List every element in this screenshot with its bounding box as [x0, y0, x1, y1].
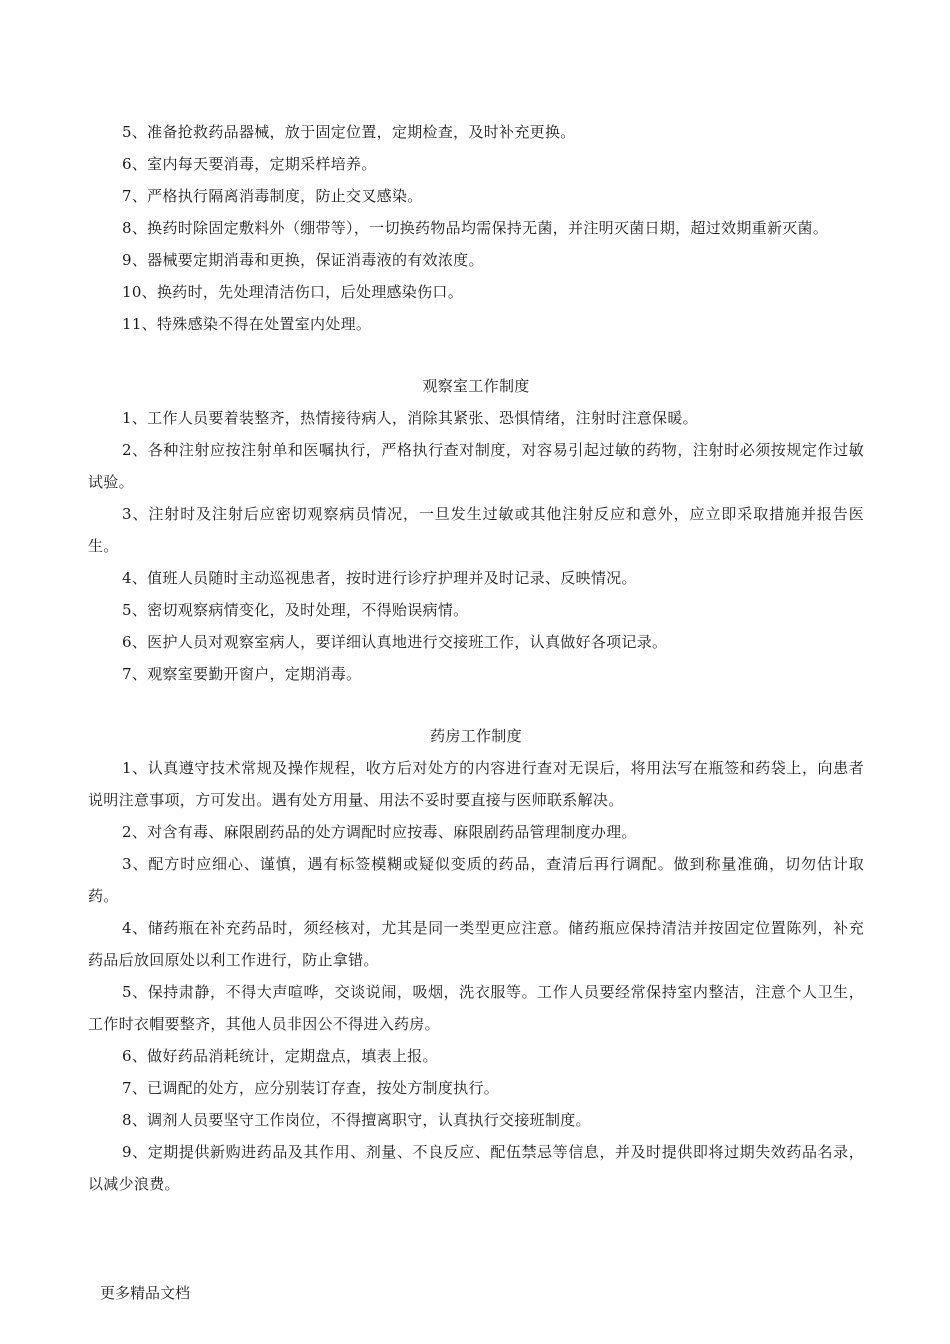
paragraph: 7、严格执行隔离消毒制度，防止交叉感染。 [122, 187, 423, 205]
paragraph: 9、器械要定期消毒和更换，保证消毒液的有效浓度。 [122, 251, 484, 269]
paragraph: 7、已调配的处方，应分别装订存查，按处方制度执行。 [122, 1079, 500, 1097]
paragraph: 2、对含有毒、麻限剧药品的处方调配时应按毒、麻限剧药品管理制度办理。 [122, 823, 637, 841]
paragraph: 6、室内每天要消毒，定期采样培养。 [122, 155, 377, 173]
footer-note: 更多精品文档 [100, 1284, 191, 1302]
paragraph: 6、做好药品消耗统计，定期盘点，填表上报。 [122, 1047, 438, 1065]
paragraph: 8、换药时除固定敷料外（绷带等），一切换药物品均需保持无菌，并注明灭菌日期，超过效期重新灭菌。 [122, 219, 829, 237]
section-title: 药房工作制度 [430, 727, 522, 745]
section-title: 观察室工作制度 [422, 377, 530, 395]
section-pharmacy [88, 720, 864, 1200]
paragraph: 3、注射时及注射后应密切观察病员情况，一旦发生过敏或其他注射反应和意外，应立即采取措施并报告医生。 [88, 505, 864, 555]
paragraph: 5、准备抢救药品器械，放于固定位置，定期检查，及时补充更换。 [122, 123, 576, 141]
paragraph: 8、调剂人员要坚守工作岗位，不得擅离职守，认真执行交接班制度。 [122, 1111, 591, 1129]
section-spacer [88, 690, 864, 720]
paragraph: 2、各种注射应按注射单和医嘱执行，严格执行查对制度，对容易引起过敏的药物，注射时必须按规定作过敏试验。 [88, 441, 864, 491]
paragraph: 1、认真遵守技术常规及操作规程，收方后对处方的内容进行查对无误后，将用法写在瓶签和药袋上，向患者说明注意事项，方可发出。遇有处方用量、用法不妥时要直接与医师联系解决。 [88, 759, 864, 809]
paragraph: 3、配方时应细心、谨慎，遇有标签模糊或疑似变质的药品，查清后再行调配。做到称量准确，切勿估计取药。 [88, 855, 864, 905]
paragraph: 1、工作人员要着装整齐，热情接待病人，消除其紧张、恐惧情绪，注射时注意保暖。 [122, 409, 698, 427]
paragraph: 11、特殊感染不得在处置室内处理。 [122, 315, 372, 333]
paragraph: 6、医护人员对观察室病人，要详细认真地进行交接班工作，认真做好各项记录。 [122, 633, 668, 651]
section-continued [88, 116, 864, 340]
paragraph: 5、保持肃静，不得大声喧哗，交谈说闹，吸烟，洗衣服等。工作人员要经常保持室内整洁，注意个人卫生，工作时衣帽要整齐，其他人员非因公不得进入药房。 [88, 983, 864, 1033]
paragraph: 10、换药时，先处理清洁伤口，后处理感染伤口。 [122, 283, 463, 301]
section-observation-room [88, 370, 864, 690]
paragraph: 9、定期提供新购进药品及其作用、剂量、不良反应、配伍禁忌等信息，并及时提供即将过期失效药品名录，以减少浪费。 [88, 1143, 864, 1193]
paragraph: 4、储药瓶在补充药品时，须经核对，尤其是同一类型更应注意。储药瓶应保持清洁并按固定位置陈列，补充药品后放回原处以利工作进行，防止拿错。 [88, 919, 864, 969]
paragraph: 7、观察室要勤开窗户，定期消毒。 [122, 665, 362, 683]
section-spacer [88, 340, 864, 370]
document-page [88, 116, 864, 1200]
paragraph: 4、值班人员随时主动巡视患者，按时进行诊疗护理并及时记录、反映情况。 [122, 569, 637, 587]
paragraph: 5、密切观察病情变化，及时处理，不得贻误病情。 [122, 601, 469, 619]
